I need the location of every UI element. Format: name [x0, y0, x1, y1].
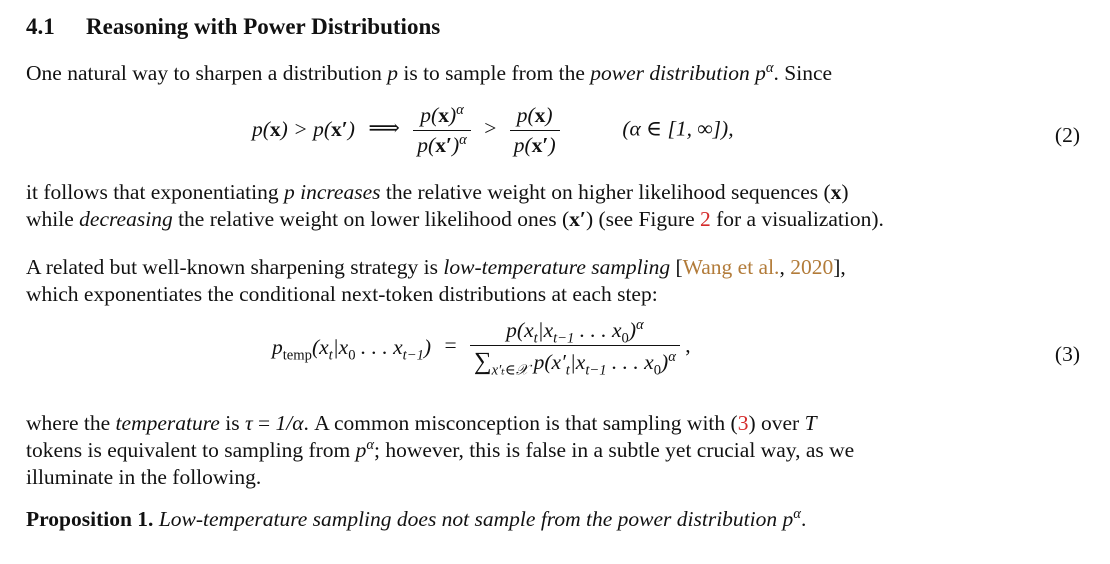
text: is to sample from the [397, 61, 591, 85]
text: ) (see Figure [585, 207, 700, 231]
math-T: T [804, 411, 817, 435]
paragraph-temperature [26, 410, 1086, 491]
equation-2-body [252, 103, 734, 158]
text: ], [833, 255, 846, 279]
comma: , [685, 332, 691, 357]
emphasis-decreasing: decreasing [79, 207, 173, 231]
equation-2 [0, 103, 1110, 169]
eq3-fraction: $\frac{p(x_t|x_{t-1} . . . x_0)^\alpha}{\sum_{x'_t\in 𝒳} p(x'_t|x_{t-1} . . . x_0)^\alpha}$ [470, 318, 680, 376]
eq2-condition: (α ∈ [1, ∞]), [622, 116, 734, 141]
math-alpha: α [793, 505, 801, 522]
math-tau: τ [244, 411, 253, 435]
text: is [219, 411, 245, 435]
proposition-label: Proposition 1. [26, 507, 154, 531]
text: , [779, 255, 791, 279]
citation-year-link[interactable]: 2020 [790, 255, 834, 279]
paragraph-low-temperature [26, 254, 1086, 308]
math-x: x [830, 180, 842, 204]
math-alpha: α [366, 436, 375, 453]
math-p: p [782, 507, 794, 531]
text: [ [670, 255, 683, 279]
text: tokens is equivalent to sampling from [26, 438, 356, 462]
paragraph-exponentiating [26, 179, 1086, 233]
text: ) [841, 180, 849, 204]
text: which exponentiates the conditional next-token distributions at each step: [26, 282, 658, 306]
text: the relative weight on higher likelihood sequences ( [380, 180, 831, 204]
equation-3-body [272, 316, 691, 379]
text: illuminate in the following. [26, 465, 262, 489]
text: . Since [773, 61, 833, 85]
section-title: Reasoning with Power Distributions [86, 14, 441, 39]
paragraph-intro [26, 60, 1086, 87]
math-p: p [283, 180, 295, 204]
emphasis-increases: increases [300, 180, 381, 204]
equals-sign: = [444, 332, 457, 357]
equation-3 [0, 318, 1110, 394]
equation-3-number: (3) [1054, 342, 1080, 366]
text: ) over [748, 411, 805, 435]
text: where the [26, 411, 116, 435]
emphasis-power-distribution: power distribution [590, 61, 750, 85]
citation-author-link[interactable]: Wang et al. [682, 255, 780, 279]
math-p: p [755, 61, 766, 85]
text: A related but well-known sharpening strategy is [26, 255, 444, 279]
proposition-text: Low-temperature sampling does not sample from the power distribution [153, 507, 783, 531]
emphasis-low-temperature-sampling: low-temperature sampling [443, 255, 671, 279]
eq2-fraction-2: $\frac{p(x)}{p(x')}$ [510, 103, 560, 158]
text: ; however, this is false in a subtle yet crucial way, as we [374, 438, 855, 462]
math-p: p [355, 438, 367, 462]
text: the relative weight on lower likelihood ones ( [172, 207, 570, 231]
emphasis-temperature: temperature [115, 411, 220, 435]
math-p: p [387, 61, 398, 85]
math-x-prime: x′ [569, 207, 586, 231]
section-heading [26, 14, 440, 40]
text: for a visualization). [710, 207, 884, 231]
eq3-lhs: $p_{temp}(x_t|x_0$ . . . $x_{t-1}$) [272, 334, 432, 363]
text: . A common misconception is that sampling with ( [303, 411, 738, 435]
eq2-fraction-1: $\frac{p(x)^\alpha}{p(x')^\alpha}$ [413, 103, 471, 158]
math-ratio: 1/α [275, 411, 304, 435]
eq2-lhs: p(x) > p(x′) [252, 117, 355, 141]
equation-2-number: (2) [1054, 123, 1080, 147]
figure-reference-link[interactable]: 2 [699, 207, 711, 231]
text: One natural way to sharpen a distribution [26, 61, 388, 85]
proposition-1 [26, 506, 1086, 533]
section-number: 4.1 [26, 14, 55, 39]
text: it follows that exponentiating [26, 180, 284, 204]
implies-symbol: ⟹ [368, 115, 400, 141]
text: . [800, 507, 807, 531]
math-alpha: α [765, 59, 774, 76]
text: = [252, 411, 276, 435]
equation-reference-link[interactable]: 3 [737, 411, 749, 435]
text: while [26, 207, 80, 231]
greater-than: > [484, 116, 497, 141]
